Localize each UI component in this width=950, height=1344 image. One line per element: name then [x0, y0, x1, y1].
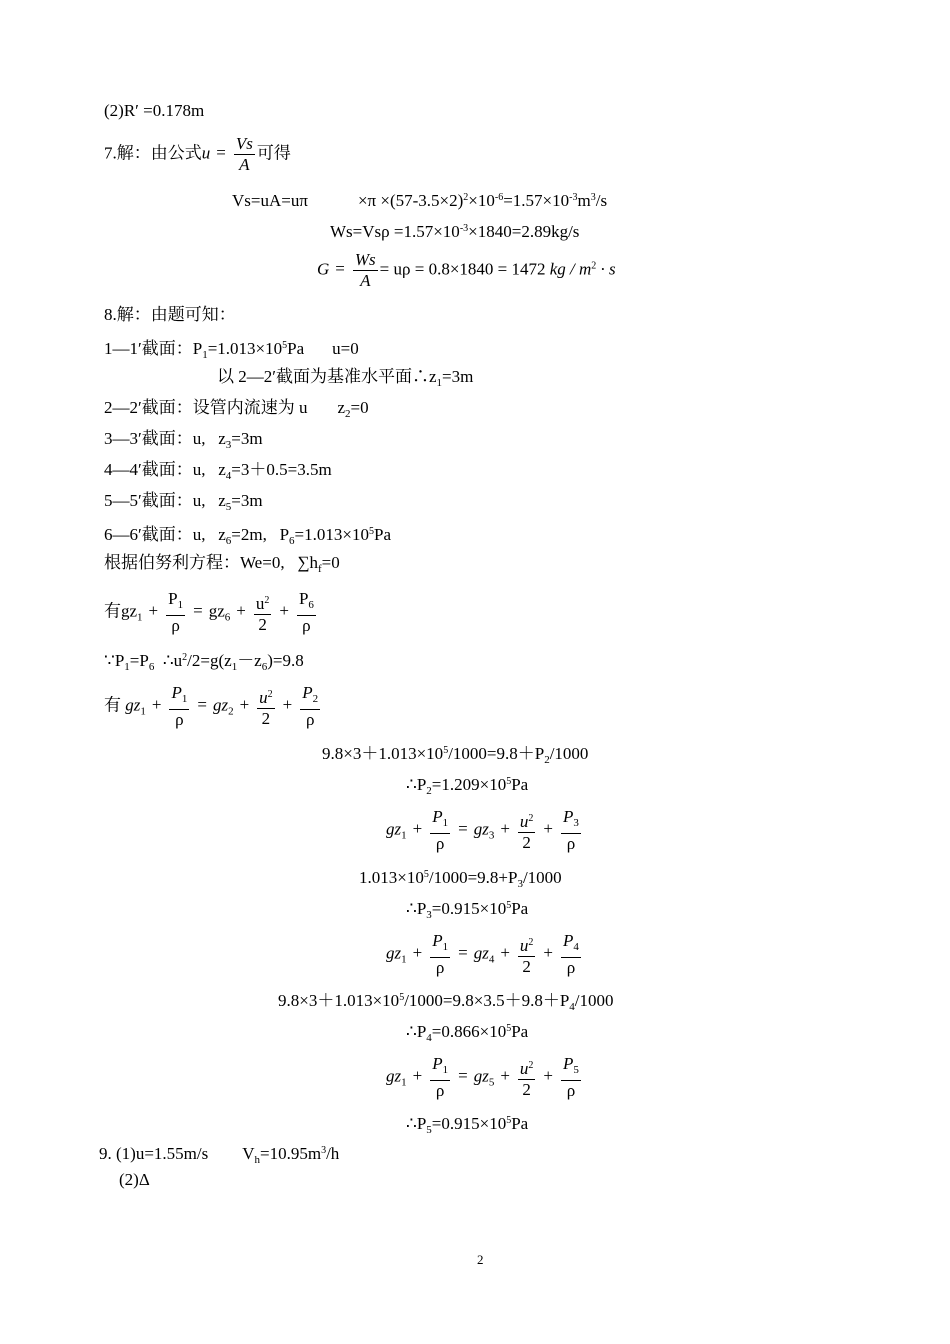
- r-prime-line: (2)R′ =0.178m: [104, 101, 205, 120]
- calc-p2: $9.8\times 3+1.013\times 10^5/1000=9.8+P_2/1000$: [322, 744, 589, 766]
- calc-p4: $9.8\times 3+1.013\times 10^5/1000=9.8\times 3.5+9.8+P_4/1000$: [278, 991, 614, 1013]
- result-p5: $\therefore P_5=0.915\times 10^5Pa$: [406, 1114, 529, 1136]
- bernoulli-1-5: $gz_1$ + $\frac{P_1}{\rho}$ = $gz_5$ + $\frac{u^2}{2}$ + $\frac{P_5}{\rho}$: [386, 1054, 579, 1100]
- because-line: $\because P_1=P_6$ $\therefore u^2/2=g(z_1-z_6)=9.8$: [104, 651, 304, 673]
- section-1-reference: 以 2—2′截面为基准水平面$\therefore z_1=3m$: [217, 367, 474, 389]
- section-5-line: 5—5′截面：u, $z_5=3m$: [104, 491, 263, 513]
- section-2-line: 2—2′截面：设管内流速为 u $z_2=0$: [104, 398, 369, 420]
- bernoulli-line: 根据伯努利方程：We=0, $\sum h_f=0$: [104, 553, 340, 575]
- q7-formula-line: 7.解：由公式u = $\frac{Vs}{A}$ 可得: [104, 134, 291, 174]
- q8-heading: 8.解：由题可知：: [104, 305, 236, 324]
- result-p2: $\therefore P_2=1.209\times 10^5Pa$: [406, 775, 529, 797]
- bernoulli-1-6: 有$gz_1$ + $\frac{P_1}{\rho}$ = $gz_6$ + $\frac{u^2}{2}$ + $\frac{P_6}{\rho}$: [104, 589, 314, 635]
- calc-p3: $1.013\times 10^5/1000=9.8+P_3/1000$: [359, 868, 562, 890]
- q9-line-1: 9. (1)u=1.55m/s $V_h=10.95m^3/h$: [99, 1144, 340, 1166]
- bernoulli-1-4: $gz_1$ + $\frac{P_1}{\rho}$ = $gz_4$ + $\frac{u^2}{2}$ + $\frac{P_4}{\rho}$: [386, 931, 579, 977]
- g-equation: G = $\frac{Ws}{A}$ = uρ = 0.8×1840 = 1472 kg / $m^2 \cdot s$: [317, 250, 616, 290]
- section-1-line: 1—1′截面：$P_1=1.013\times 10^5Pa$ u=0: [104, 339, 359, 361]
- ws-equation: $Ws=Vs\rho =1.57\times 10^{-3}\times 1840=2.89kg/s$: [330, 222, 580, 241]
- section-4-line: 4—4′截面：u, $z_4=3+0.5=3.5m$: [104, 460, 332, 482]
- result-p3: $\therefore P_3=0.915\times 10^5Pa$: [406, 899, 529, 921]
- page-number: 2: [477, 1252, 484, 1267]
- section-3-line: 3—3′截面：u, $z_3=3m$: [104, 429, 263, 451]
- bernoulli-1-2: 有 $gz_1$ + $\frac{P_1}{\rho}$ = $gz_2$ + $\frac{u^2}{2}$ + $\frac{P_2}{\rho}$: [104, 683, 319, 729]
- bernoulli-1-3: $gz_1$ + $\frac{P_1}{\rho}$ = $gz_3$ + $\frac{u^2}{2}$ + $\frac{P_3}{\rho}$: [386, 807, 579, 853]
- result-p4: $\therefore P_4=0.866\times 10^5Pa$: [406, 1022, 529, 1044]
- vs-equation: $Vs=uA=u\pi \times\pi \times(57-3.5\times 2)^2\times 10^{-6}=1.57\times 10^{-3}m^3/s$: [232, 191, 608, 210]
- section-6-line: 6—6′截面：u, $z_6=2m$, $P_6=1.013\times 10^5Pa$: [104, 525, 391, 547]
- q9-line-2: (2)Δ: [119, 1170, 150, 1189]
